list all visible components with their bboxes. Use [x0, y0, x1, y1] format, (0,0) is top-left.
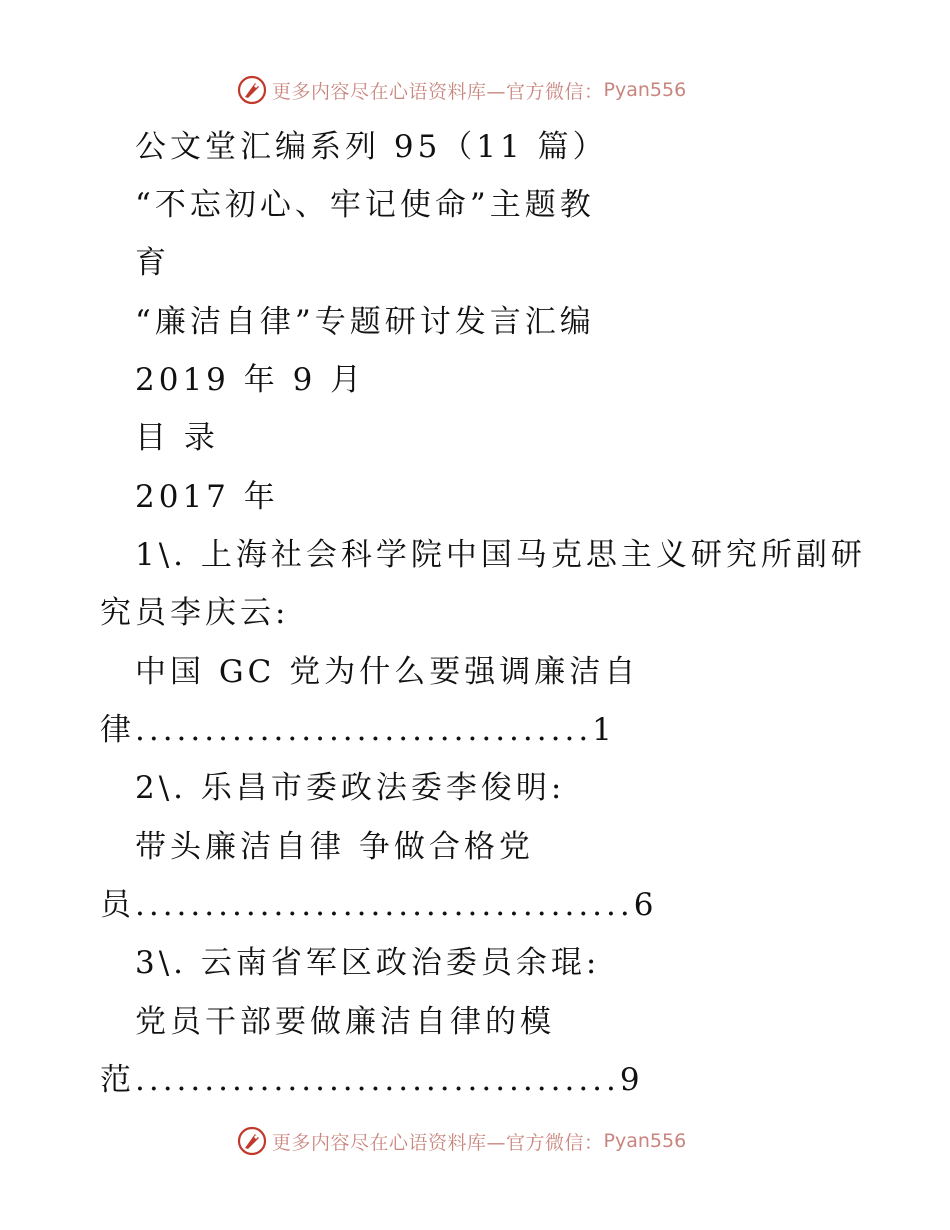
watermark-text: 更多内容尽在心语资料库—官方微信： — [272, 1131, 604, 1154]
watermark-wechat-id: Pyan556 — [603, 79, 687, 101]
toc-item-2-title-cont: 员....................................6 — [100, 887, 658, 923]
subtitle: “廉洁自律”专题研讨发言汇编 — [135, 304, 595, 340]
pen-nib-icon — [236, 74, 268, 106]
theme-title-line2: 育 — [135, 245, 170, 281]
footer-watermark — [236, 1124, 686, 1158]
theme-title-line1: “不忘初心、牢记使命”主题教 — [135, 187, 595, 223]
toc-item-1-title-cont: 律.................................1 — [100, 712, 616, 748]
watermark-wechat-id: Pyan556 — [603, 1130, 687, 1152]
toc-item-3-title: 党员干部要做廉洁自律的模 — [135, 1004, 555, 1040]
document-date: 2019 年 9 月 — [135, 362, 366, 398]
toc-item-3-speaker: 3\. 云南省军区政治委员余琨: — [135, 945, 601, 981]
toc-heading: 目 录 — [135, 420, 219, 456]
toc-item-2-title: 带头廉洁自律 争做合格党 — [135, 829, 534, 865]
year-heading: 2017 年 — [135, 479, 279, 515]
toc-item-2-speaker: 2\. 乐昌市委政法委李俊明: — [135, 770, 566, 806]
series-title: 公文堂汇编系列 95（11 篇） — [135, 129, 608, 165]
toc-item-1-title: 中国 GC 党为什么要强调廉洁自 — [135, 654, 640, 690]
toc-item-3-title-cont: 范...................................9 — [100, 1062, 644, 1098]
toc-item-1-speaker-cont: 究员李庆云: — [100, 595, 290, 631]
header-watermark — [236, 73, 686, 107]
toc-item-1-speaker: 1\. 上海社会科学院中国马克思主义研究所副研 — [135, 537, 866, 573]
pen-nib-icon — [236, 1125, 268, 1157]
watermark-text: 更多内容尽在心语资料库—官方微信： — [272, 80, 604, 103]
